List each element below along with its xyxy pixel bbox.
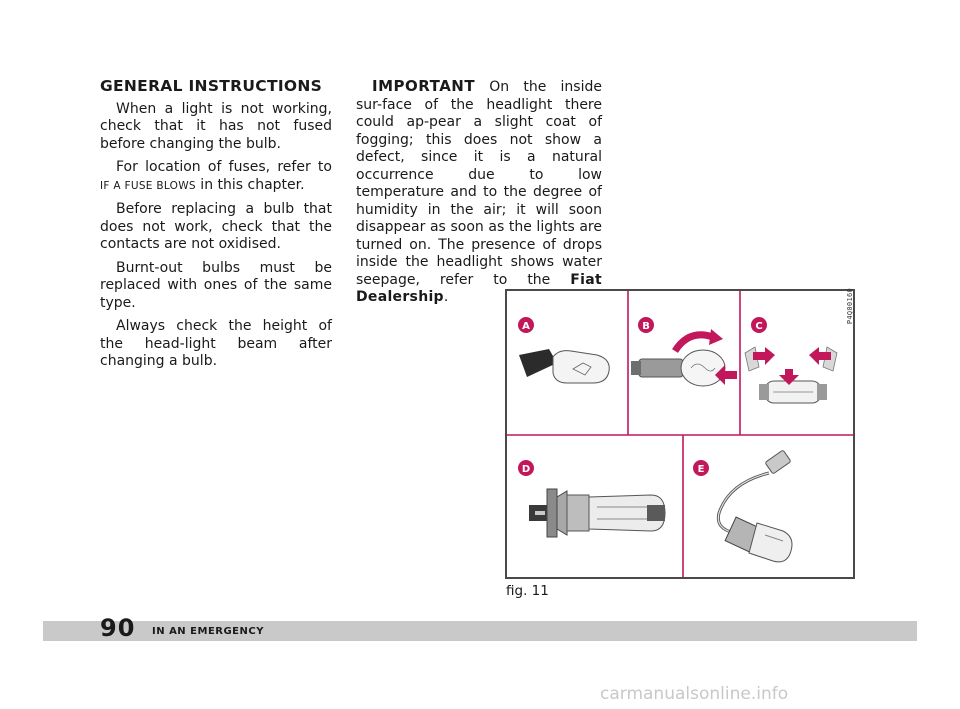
section-heading: GENERAL INSTRUCTIONS (100, 77, 323, 95)
label-d-badge (518, 460, 534, 476)
paragraph-replace-bulbs: Burnt-out bulbs must be replaced with ones of the same type. (100, 259, 332, 311)
fuse-reference: IF A FUSE BLOWS (100, 179, 196, 192)
paragraph-contacts: Before replacing a bulb that does not work, check that the contacts are not oxidised. (100, 201, 332, 252)
important-paragraph: IMPORTANT On the inside sur-face of the headlight there could ap-pear a slight coat of fogging; this does not show a defect, since it is a natural occurrence due to low temperature and to the degree of humidity in the air; it will soon disappear as soon as the lights are turned on. The presence of drops inside the headlight shows water seepage, refer to the Fiat Dealership. (356, 77, 602, 305)
bulb-d-halogen-icon (529, 489, 665, 537)
important-label: IMPORTANT (372, 77, 476, 95)
panel-label-e: E (697, 464, 705, 475)
label-a-badge (518, 317, 534, 333)
panel-label-b: B (642, 321, 650, 332)
panel-label-a: A (522, 321, 530, 332)
general-instructions-column (100, 78, 332, 377)
paragraph-beam-height: Always check the height of the head-light beam after changing a bulb. (100, 318, 332, 369)
bulb-b-bayonet-icon (631, 329, 737, 386)
bulb-types-figure (505, 289, 855, 579)
label-e-badge (693, 460, 709, 476)
paragraph-fuse-location: For location of fuses, refer to IF A FUSE BLOWS in this chapter. (100, 159, 332, 193)
bulb-a-wedge-icon (519, 349, 609, 383)
bulb-c-festoon-icon (745, 347, 837, 403)
rotation-arrow-icon (675, 335, 713, 351)
bulb-e-h3-icon (718, 450, 792, 562)
important-note-column (356, 78, 602, 313)
paragraph-check-fuse: When a light is not working, check that it has not fused before changing the bulb. (100, 100, 332, 152)
bulb-illustration (507, 291, 853, 577)
dealership-reference: Fiat Dealership (356, 271, 602, 305)
footer-section-title: IN AN EMERGENCY (152, 626, 264, 637)
panel-label-d: D (521, 464, 531, 475)
panel-label-c: C (755, 321, 763, 332)
label-c-badge (751, 317, 767, 333)
figure-code: P4Q00160 (846, 288, 854, 325)
watermark: carmanualsonline.info (600, 684, 789, 704)
figure-caption: fig. 11 (506, 583, 549, 599)
label-b-badge (638, 317, 654, 333)
page-number: 90 (100, 614, 136, 642)
